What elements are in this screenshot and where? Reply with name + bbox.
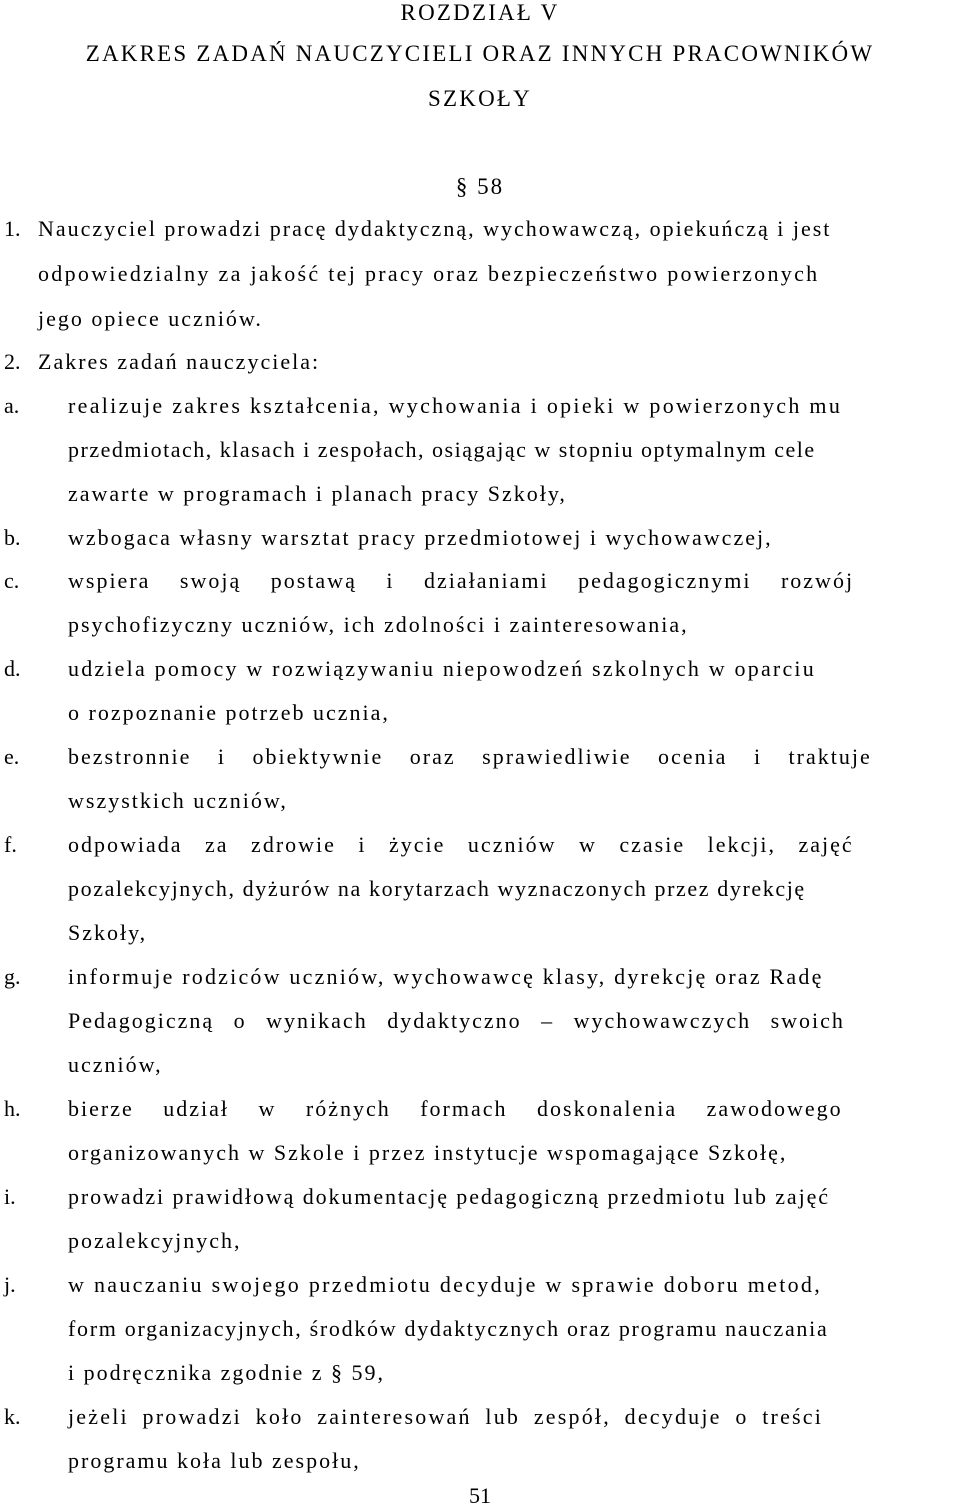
page-number: 51: [469, 1483, 491, 1508]
item-letter: b.: [4, 525, 21, 550]
section-line: jego opiece uczniów.: [38, 306, 263, 331]
item-line: informuje rodziców uczniów, wychowawcę klasy, dyrekcję oraz Radę: [68, 964, 824, 989]
section-line: odpowiedzialny za jakość tej pracy oraz bezpieczeństwo powierzonych: [38, 261, 820, 286]
item-line: zawarte w programach i planach pracy Szkoły,: [68, 481, 567, 506]
item-line: uczniów,: [68, 1052, 163, 1077]
item-letter: j.: [4, 1272, 16, 1297]
item-line: pozalekcyjnych, dyżurów na korytarzach wyznaczonych przez dyrekcję: [68, 876, 806, 901]
item-letter: i.: [4, 1184, 16, 1209]
item-line: odpowiada za zdrowie i życie uczniów w czasie lekcji, zajęć: [68, 832, 854, 857]
item-letter: k.: [4, 1404, 21, 1429]
item-line: wspiera swoją postawą i działaniami pedagogicznymi rozwój: [68, 568, 855, 593]
section-line: [38, 216, 958, 242]
item-line: Pedagogiczną o wynikach dydaktyczno – wychowawczych swoich: [68, 1008, 845, 1033]
item-line: o rozpoznanie potrzeb ucznia,: [68, 700, 390, 725]
item-line: wzbogaca własny warsztat pracy przedmiotowej i wychowawczej,: [68, 525, 773, 550]
item-letter: h.: [4, 1096, 21, 1121]
item-letter: g.: [4, 964, 21, 989]
item-line: jeżeli prowadzi koło zainteresowań lub zespół, decyduje o treści: [68, 1404, 824, 1429]
item-letter: e.: [4, 744, 20, 769]
chapter-subtitle-line2: SZKOŁY: [428, 86, 532, 111]
item-letter: f.: [4, 832, 17, 857]
item-line: wszystkich uczniów,: [68, 788, 288, 813]
paragraph-sign: § 58: [455, 174, 505, 199]
item-line: bierze udział w różnych formach doskonalenia zawodowego: [68, 1096, 843, 1121]
item-line: programu koła lub zespołu,: [68, 1448, 361, 1473]
item-letter: c.: [4, 568, 20, 593]
item-line: udziela pomocy w rozwiązywaniu niepowodzeń szkolnych w oparciu: [68, 656, 816, 681]
item-line: przedmiotach, klasach i zespołach, osiągając w stopniu optymalnym cele: [68, 437, 816, 462]
item-line: realizuje zakres kształcenia, wychowania i opieki w powierzonych mu: [68, 393, 843, 418]
section-number: 1.: [4, 216, 21, 241]
item-line: w nauczaniu swojego przedmiotu decyduje w sprawie doboru metod,: [68, 1272, 823, 1297]
section-number: 2.: [4, 349, 21, 374]
item-line: prowadzi prawidłową dokumentację pedagogiczną przedmiotu lub zajęć: [68, 1184, 830, 1209]
chapter-subtitle-line1: ZAKRES ZADAŃ NAUCZYCIELI ORAZ INNYCH PRACOWNIKÓW: [85, 41, 875, 66]
item-line: form organizacyjnych, środków dydaktycznych oraz programu nauczania: [68, 1316, 829, 1341]
section-line: Zakres zadań nauczyciela:: [38, 349, 321, 374]
chapter-title: ROZDZIAŁ V: [400, 0, 560, 25]
item-line: i podręcznika zgodnie z § 59,: [68, 1360, 386, 1385]
item-letter: a.: [4, 393, 20, 418]
item-line: Szkoły,: [68, 920, 148, 945]
item-line: psychofizyczny uczniów, ich zdolności i zainteresowania,: [68, 612, 689, 637]
item-line: organizowanych w Szkole i przez instytucje wspomagające Szkołę,: [68, 1140, 788, 1165]
section-line-text: Nauczyciel prowadzi pracę dydaktyczną, wychowawczą, opiekuńczą i jest: [38, 216, 832, 241]
item-letter: d.: [4, 656, 21, 681]
item-line: pozalekcyjnych,: [68, 1228, 242, 1253]
item-line: bezstronnie i obiektywnie oraz sprawiedliwie ocenia i traktuje: [68, 744, 872, 769]
